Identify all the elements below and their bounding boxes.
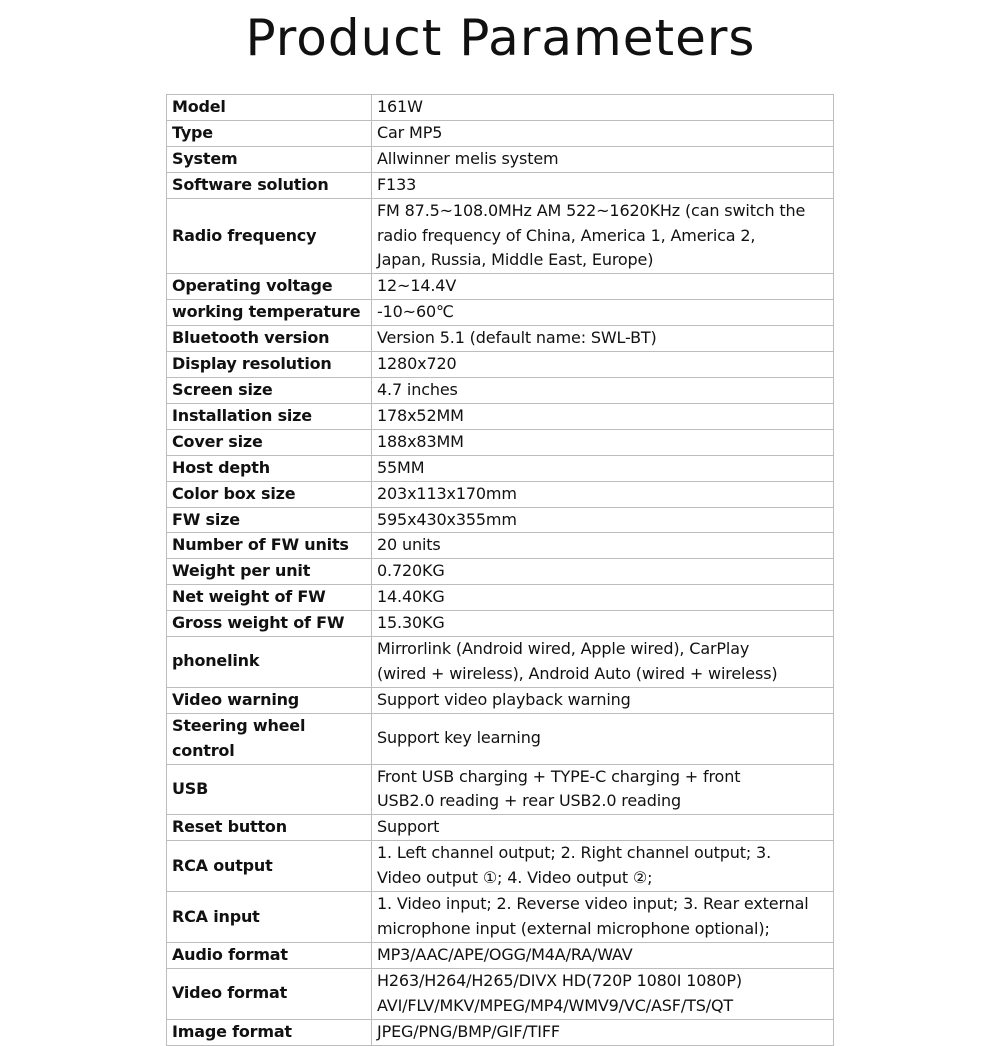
page-title: Product Parameters (245, 9, 756, 67)
parameter-label: Gross weight of FW (167, 611, 372, 637)
parameter-label: FW size (167, 507, 372, 533)
table-row (167, 1019, 834, 1045)
parameter-label: Installation size (167, 403, 372, 429)
parameter-value-line: 15.30KG (377, 613, 445, 633)
parameter-label: Image format (167, 1019, 372, 1045)
table-row (167, 637, 834, 688)
parameter-value-line: H263/H264/H265/DIVX HD(720P 1080I 1080P) (377, 970, 742, 990)
parameter-label: Audio format (167, 942, 372, 968)
parameter-value (372, 687, 834, 713)
table-row (167, 892, 834, 943)
table-row (167, 764, 834, 815)
table-row (167, 120, 834, 146)
parameter-value-line: 20 units (377, 535, 441, 555)
parameter-value (372, 429, 834, 455)
table-row (167, 95, 834, 121)
parameter-label: Operating voltage (167, 274, 372, 300)
parameter-value-line: Video output ①; 4. Video output ②; (377, 868, 653, 888)
parameter-value (372, 533, 834, 559)
parameter-value (372, 942, 834, 968)
table-row (167, 815, 834, 841)
parameters-table (166, 94, 834, 1046)
parameter-value-line: Car MP5 (377, 122, 443, 142)
parameter-value (372, 352, 834, 378)
parameter-value (372, 198, 834, 274)
parameter-label: Model (167, 95, 372, 121)
parameter-value (372, 326, 834, 352)
table-row (167, 942, 834, 968)
parameter-value (372, 95, 834, 121)
parameter-value (372, 377, 834, 403)
table-row (167, 146, 834, 172)
parameter-label: Steering wheel control (167, 713, 372, 764)
table-row (167, 841, 834, 892)
parameter-label: Color box size (167, 481, 372, 507)
table-row (167, 968, 834, 1019)
table-row (167, 481, 834, 507)
parameter-value (372, 713, 834, 764)
table-row (167, 274, 834, 300)
parameter-value-line: 1. Video input; 2. Reverse video input; 3. Rear external (377, 894, 809, 914)
parameter-value-line: Version 5.1 (default name: SWL-BT) (377, 328, 657, 348)
parameter-value-line: USB2.0 reading + rear USB2.0 reading (377, 791, 682, 811)
parameter-value-line: AVI/FLV/MKV/MPEG/MP4/WMV9/VC/ASF/TS/QT (377, 995, 734, 1015)
parameter-label: System (167, 146, 372, 172)
parameter-label: Video warning (167, 687, 372, 713)
table-row (167, 507, 834, 533)
parameter-value (372, 815, 834, 841)
parameter-value-line: 161W (377, 97, 423, 116)
parameter-value-line: Support key learning (377, 728, 541, 748)
table-row (167, 687, 834, 713)
parameter-label: RCA input (167, 892, 372, 943)
parameter-value (372, 120, 834, 146)
table-row (167, 455, 834, 481)
parameter-value-line: 4.7 inches (377, 379, 458, 399)
parameter-value-line: 178x52MM (377, 405, 464, 425)
parameter-label: working temperature (167, 300, 372, 326)
parameter-value-line: FM 87.5~108.0MHz AM 522~1620KHz (can switch the (377, 200, 806, 220)
parameter-label: Weight per unit (167, 559, 372, 585)
table-row (167, 713, 834, 764)
parameter-value-line: -10~60℃ (377, 302, 454, 322)
parameter-value (372, 507, 834, 533)
parameter-value-line: radio frequency of China, America 1, America 2, (377, 225, 756, 245)
parameter-label: Screen size (167, 377, 372, 403)
table-row (167, 326, 834, 352)
parameter-label: Reset button (167, 815, 372, 841)
parameter-label: Net weight of FW (167, 585, 372, 611)
parameter-value (372, 892, 834, 943)
parameter-value (372, 764, 834, 815)
parameter-value (372, 300, 834, 326)
table-row (167, 377, 834, 403)
parameter-label: Bluetooth version (167, 326, 372, 352)
parameter-label: Cover size (167, 429, 372, 455)
parameter-label: Host depth (167, 455, 372, 481)
table-row (167, 403, 834, 429)
table-row (167, 172, 834, 198)
parameter-value-line: 188x83MM (377, 431, 464, 451)
parameter-value-line: Support (377, 817, 440, 837)
parameter-value-line: Japan, Russia, Middle East, Europe) (377, 250, 654, 270)
parameter-value-line: 1280x720 (377, 354, 457, 374)
parameter-value-line: 1. Left channel output; 2. Right channel output; 3. (377, 843, 772, 863)
parameter-value (372, 559, 834, 585)
parameter-value-line: F133 (377, 174, 417, 194)
parameter-value-line: 595x430x355mm (377, 509, 517, 529)
parameter-value-line: Front USB charging + TYPE-C charging + front (377, 766, 741, 786)
parameter-label: Radio frequency (167, 198, 372, 274)
parameter-value (372, 172, 834, 198)
parameter-value-line: 55MM (377, 457, 425, 477)
parameter-value-line: 12~14.4V (377, 276, 457, 296)
parameter-value-line: MP3/AAC/APE/OGG/M4A/RA/WAV (377, 944, 633, 964)
parameter-value (372, 481, 834, 507)
parameter-value (372, 611, 834, 637)
parameter-value-line: 0.720KG (377, 561, 445, 581)
parameter-value-line: (wired + wireless), Android Auto (wired + wireless) (377, 663, 778, 683)
parameter-value (372, 274, 834, 300)
table-row (167, 533, 834, 559)
parameter-label: RCA output (167, 841, 372, 892)
table-row (167, 585, 834, 611)
parameter-value-line: Mirrorlink (Android wired, Apple wired), CarPlay (377, 639, 750, 659)
parameter-value (372, 841, 834, 892)
parameter-value-line: microphone input (external microphone optional); (377, 919, 770, 938)
parameters-table-body (167, 95, 834, 1046)
table-row (167, 429, 834, 455)
parameter-value (372, 968, 834, 1019)
parameter-value-line: Support video playback warning (377, 689, 631, 709)
parameter-label: phonelink (167, 637, 372, 688)
parameter-value-line: 203x113x170mm (377, 483, 517, 503)
parameter-label: Display resolution (167, 352, 372, 378)
parameter-label: Type (167, 120, 372, 146)
parameter-value-line: JPEG/PNG/BMP/GIF/TIFF (377, 1021, 560, 1041)
parameter-value (372, 455, 834, 481)
parameter-value-line: Allwinner melis system (377, 148, 559, 168)
parameter-value-line: 14.40KG (377, 587, 445, 607)
parameter-label: Video format (167, 968, 372, 1019)
parameter-value (372, 146, 834, 172)
parameter-label: Number of FW units (167, 533, 372, 559)
table-row (167, 559, 834, 585)
parameter-value (372, 585, 834, 611)
table-row (167, 611, 834, 637)
parameter-value (372, 1019, 834, 1045)
table-row (167, 198, 834, 274)
table-row (167, 300, 834, 326)
parameter-value (372, 403, 834, 429)
parameter-label: USB (167, 764, 372, 815)
table-row (167, 352, 834, 378)
parameter-value (372, 637, 834, 688)
parameter-label: Software solution (167, 172, 372, 198)
